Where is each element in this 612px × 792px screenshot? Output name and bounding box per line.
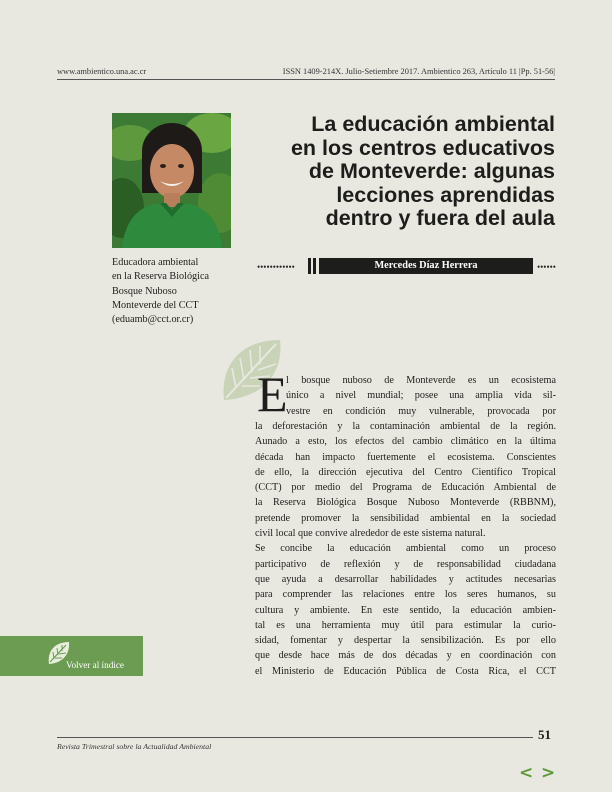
- body-line: civil local que convive alrededor de este sistema natural.: [255, 528, 486, 540]
- author-caption: Educadora ambiental en la Reserva Biológica Bosque Nuboso Monteverde del CCT (eduamb@cct.or.cr): [112, 257, 210, 326]
- body-line: la deforestación y la contaminación ambiental de la región.: [255, 421, 556, 432]
- body-line: Aunado a esto, los efectos del cambio climático en la última: [255, 436, 556, 448]
- body-line: que desde hace más de dos décadas y en coordinación con: [255, 650, 556, 662]
- body-line: participativo de reflexión y de responsabilidad ciudadana: [255, 558, 556, 570]
- body-text: [255, 419, 556, 679]
- header-issn: ISSN 1409-214X. Julio-Setiembre 2017. Ambientico 263, Artículo 11 |Pp. 51-56|: [282, 67, 555, 76]
- body-first-lines: [286, 373, 556, 419]
- back-to-index-label[interactable]: Volver al índice: [66, 660, 124, 670]
- body-line: cultura y ambiente. En este sentido, la educación ambien-: [255, 604, 556, 616]
- body-line: l bosque nuboso de Monteverde es un ecosistema: [286, 375, 556, 386]
- body-line: la Reserva Biológica Bosque Nuboso Monteverde (RBBNM),: [255, 497, 556, 509]
- body-line: pretende promover la sensibilidad ambiental en la sociedad: [255, 512, 556, 524]
- author-photo-image: [112, 113, 231, 248]
- author-bar-stripe: [313, 258, 316, 274]
- body-line: para comprender las relaciones entre los seres humanos, su: [255, 589, 556, 601]
- body-line: década han impacto fuertemente el ecosistema. Conscientes: [255, 451, 556, 463]
- back-to-index-button[interactable]: [0, 636, 143, 676]
- author-name: Mercedes Díaz Herrera: [319, 258, 533, 274]
- body-line: vestre en condición muy vulnerable, provocada por: [286, 405, 556, 417]
- body-line: tal es una herramienta muy útil para estimular la curio-: [255, 619, 556, 631]
- header-rule: [57, 79, 555, 80]
- header-website: www.ambientico.una.ac.cr: [57, 67, 147, 76]
- body-line: (CCT) por medio del Programa de Educación Ambiental de: [255, 482, 556, 494]
- author-photo: [112, 113, 231, 248]
- footer-rule: [57, 737, 533, 738]
- next-page-button[interactable]: >: [541, 763, 556, 783]
- body-line: Se concibe la educación ambiental como un proceso: [255, 543, 556, 555]
- body-line: de ello, la dirección ejecutiva del Centro Científico Tropical: [255, 466, 556, 478]
- footer-journal: Revista Trimestral sobre la Actualidad Ambiental: [57, 742, 212, 751]
- author-bar-dots-left: ••••••••••••: [257, 262, 295, 272]
- drop-cap: E: [257, 366, 288, 422]
- body-line: el Ministerio de Educación Pública de Costa Rica, el CCT: [255, 665, 556, 677]
- body-line: único a nivel mundial; posee una amplia vida sil-: [286, 390, 556, 402]
- prev-page-button[interactable]: <: [519, 763, 534, 783]
- article-title: La educación ambiental en los centros educativos de Monteverde: algunas lecciones aprendidas dentro y fuera del aula: [290, 112, 555, 230]
- body-line: sidad, fomentar y despertar la sensibilización. Es por ello: [255, 635, 556, 647]
- author-bar-dots-right: ••••••: [537, 262, 556, 272]
- author-bar-stripe: [308, 258, 311, 274]
- page-number: 51: [538, 727, 551, 742]
- body-line: que ayuda a desarrollar habilidades y actitudes necesarias: [255, 573, 556, 585]
